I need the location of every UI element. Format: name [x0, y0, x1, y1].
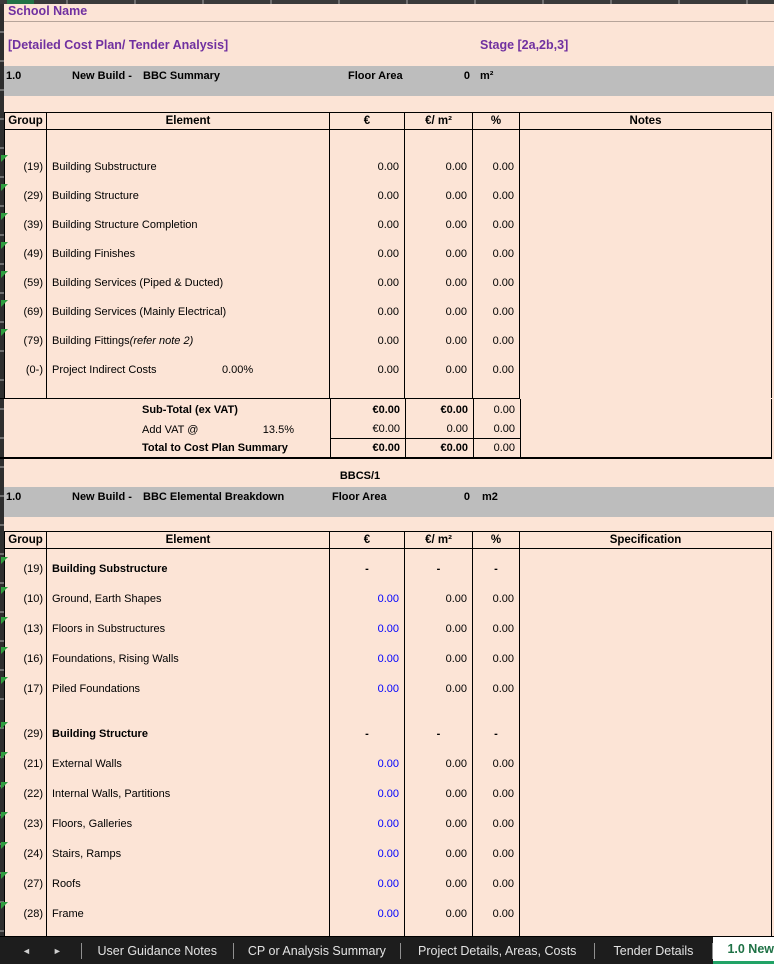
- column-header-cost-per-m2[interactable]: €/ m²: [405, 532, 473, 548]
- comment-marker-icon: [1, 271, 8, 278]
- group-cell[interactable]: (19): [4, 554, 47, 584]
- totals-row: [4, 420, 772, 439]
- empty-cell: [330, 130, 405, 152]
- value-cell-v3[interactable]: 0.00: [473, 809, 520, 839]
- sheet-tab-active[interactable]: 1.0 New: [713, 937, 774, 964]
- column-header-percent[interactable]: %: [473, 113, 520, 129]
- summary-table-header: [4, 112, 772, 130]
- value-cell-v2[interactable]: -: [405, 554, 473, 584]
- value-cell-v2[interactable]: 0.00: [405, 779, 473, 809]
- element-cell[interactable]: [47, 719, 330, 749]
- value-cell-v1[interactable]: 0.00: [330, 644, 405, 674]
- value-cell-v3[interactable]: 0.00: [473, 869, 520, 899]
- element-label: Roofs: [52, 878, 81, 890]
- empty-cell: [330, 929, 405, 936]
- column-header-cost-per-m2[interactable]: €/ m²: [405, 113, 473, 129]
- element-label: Building Services (Piped & Ducted): [52, 276, 224, 289]
- element-label: Building Structure Completion: [52, 218, 198, 231]
- group-cell[interactable]: (10): [4, 584, 47, 614]
- section-number: 1.0: [6, 70, 22, 82]
- element-cell[interactable]: [47, 869, 330, 899]
- value-cell-v3[interactable]: 0.00: [473, 297, 520, 326]
- totals-label: Sub-Total (ex VAT): [142, 403, 238, 416]
- notes-cell[interactable]: [520, 674, 772, 704]
- comment-marker-icon: [1, 842, 8, 849]
- empty-cell: [4, 929, 47, 936]
- group-cell[interactable]: (59): [4, 268, 47, 297]
- comment-marker-icon: [1, 782, 8, 789]
- floor-area-unit: m²: [480, 70, 494, 82]
- spacer-row: [4, 384, 772, 398]
- empty-cell: [520, 384, 772, 398]
- notes-cell[interactable]: [520, 869, 772, 899]
- notes-cell[interactable]: [520, 809, 772, 839]
- breakdown-band[interactable]: [4, 487, 774, 517]
- notes-cell[interactable]: [520, 719, 772, 749]
- value-cell-v2[interactable]: 0.00: [405, 749, 473, 779]
- element-cell[interactable]: [47, 181, 330, 210]
- value-cell-v3[interactable]: 0.00: [473, 674, 520, 704]
- value-cell-v1[interactable]: 0.00: [330, 674, 405, 704]
- value-cell-v2[interactable]: 0.00: [405, 584, 473, 614]
- comment-marker-icon: [1, 617, 8, 624]
- column-header-element[interactable]: Element: [47, 532, 330, 548]
- comment-marker-icon: [1, 722, 8, 729]
- table-row: [4, 181, 772, 210]
- group-cell[interactable]: (49): [4, 239, 47, 268]
- totals-label-cell[interactable]: [4, 439, 330, 457]
- empty-cell: [520, 704, 772, 719]
- value-cell-v2[interactable]: 0.00: [405, 839, 473, 869]
- table-row: [4, 584, 772, 614]
- notes-cell[interactable]: [520, 554, 772, 584]
- notes-cell[interactable]: [520, 439, 772, 457]
- empty-cell: [4, 130, 47, 152]
- comment-marker-icon: [1, 300, 8, 307]
- floor-area-value: 0: [463, 491, 470, 503]
- table-row: [4, 644, 772, 674]
- element-label: Building Structure: [52, 189, 139, 202]
- value-cell-v3[interactable]: 0.00: [473, 181, 520, 210]
- element-label: Building Substructure: [52, 563, 168, 575]
- column-header-group[interactable]: Group: [4, 532, 47, 548]
- comment-marker-icon: [1, 902, 8, 909]
- value-cell-v2[interactable]: 0.00: [405, 239, 473, 268]
- vat-rate-value[interactable]: 13.5%: [262, 423, 294, 436]
- element-cell[interactable]: [47, 239, 330, 268]
- value-cell-v1[interactable]: -: [330, 554, 405, 584]
- comment-marker-icon: [1, 812, 8, 819]
- header-row: [4, 531, 772, 549]
- group-cell[interactable]: (17): [4, 674, 47, 704]
- column-header-cost[interactable]: €: [330, 532, 405, 548]
- value-cell-v1[interactable]: 0.00: [330, 181, 405, 210]
- group-cell[interactable]: (29): [4, 719, 47, 749]
- value-cell-v2[interactable]: 0.00: [405, 152, 473, 181]
- value-cell-v1[interactable]: 0.00: [330, 239, 405, 268]
- comment-marker-icon: [1, 184, 8, 191]
- value-cell-v3[interactable]: -: [473, 719, 520, 749]
- value-cell-v2[interactable]: 0.00: [405, 869, 473, 899]
- value-cell-v3[interactable]: 0.00: [473, 584, 520, 614]
- column-header-percent[interactable]: %: [473, 532, 520, 548]
- totals-value-v3[interactable]: 0.00: [473, 399, 520, 420]
- totals-value-v2[interactable]: €0.00: [405, 399, 473, 420]
- element-label: Floors in Substructures: [52, 623, 166, 635]
- empty-cell: [405, 384, 473, 398]
- totals-row: [4, 399, 772, 420]
- table-row: [4, 809, 772, 839]
- summary-band[interactable]: [4, 66, 774, 96]
- notes-cell[interactable]: [520, 355, 772, 384]
- breakdown-table-header: [4, 531, 772, 549]
- totals-value-v1[interactable]: €0.00: [330, 420, 405, 439]
- group-cell[interactable]: (79): [4, 326, 47, 355]
- element-cell[interactable]: [47, 584, 330, 614]
- comment-marker-icon: [1, 329, 8, 336]
- table-row: [4, 210, 772, 239]
- empty-cell: [473, 929, 520, 936]
- floor-area-value: 0: [463, 70, 470, 82]
- notes-cell[interactable]: [520, 899, 772, 929]
- notes-cell[interactable]: [520, 181, 772, 210]
- element-label: Stairs, Ramps: [52, 848, 122, 860]
- column-header-element[interactable]: Element: [47, 113, 330, 129]
- comment-marker-icon: [1, 752, 8, 759]
- notes-cell[interactable]: [520, 399, 772, 420]
- value-cell-v3[interactable]: 0.00: [473, 326, 520, 355]
- value-cell-v2[interactable]: -: [405, 719, 473, 749]
- comment-marker-icon: [1, 677, 8, 684]
- group-cell[interactable]: (39): [4, 210, 47, 239]
- element-label: External Walls: [52, 758, 122, 770]
- section-title: BBC Summary: [143, 70, 221, 82]
- summary-table-body: [4, 130, 772, 398]
- element-label: Foundations, Rising Walls: [52, 653, 179, 665]
- spacer-row: [4, 704, 772, 719]
- comment-marker-icon: [1, 587, 8, 594]
- notes-cell[interactable]: [520, 420, 772, 439]
- group-cell[interactable]: (29): [4, 181, 47, 210]
- element-label: Building Services (Mainly Electrical): [52, 305, 227, 318]
- element-label: Building Substructure: [52, 160, 157, 173]
- value-cell-v1[interactable]: 0.00: [330, 809, 405, 839]
- empty-cell: [47, 704, 330, 719]
- value-cell-v3[interactable]: 0.00: [473, 749, 520, 779]
- header-row: [4, 112, 772, 130]
- section-number: 1.0: [6, 491, 22, 503]
- table-row: [4, 869, 772, 899]
- value-cell-v2[interactable]: 0.00: [405, 181, 473, 210]
- value-cell-v1[interactable]: 0.00: [330, 268, 405, 297]
- empty-cell: [4, 384, 47, 398]
- totals-label-cell[interactable]: [4, 399, 330, 420]
- element-label: Building Finishes: [52, 247, 136, 260]
- empty-cell: [330, 704, 405, 719]
- notes-cell[interactable]: [520, 749, 772, 779]
- value-cell-v1[interactable]: 0.00: [330, 869, 405, 899]
- comment-marker-icon: [1, 557, 8, 564]
- notes-cell[interactable]: [520, 152, 772, 181]
- totals-value-v2[interactable]: €0.00: [405, 439, 473, 457]
- table-row: [4, 614, 772, 644]
- value-cell-v2[interactable]: 0.00: [405, 674, 473, 704]
- value-cell-v3[interactable]: 0.00: [473, 210, 520, 239]
- value-cell-v1[interactable]: 0.00: [330, 584, 405, 614]
- value-cell-v1[interactable]: 0.00: [330, 326, 405, 355]
- element-cell[interactable]: [47, 899, 330, 929]
- sheet-tab-cp-or-analysis-summary[interactable]: CP or Analysis Summary: [247, 943, 386, 958]
- element-cell[interactable]: [47, 210, 330, 239]
- column-header-notes[interactable]: Specification: [520, 532, 772, 548]
- value-cell-v2[interactable]: 0.00: [405, 355, 473, 384]
- comment-marker-icon: [1, 155, 8, 162]
- table-row: [4, 719, 772, 749]
- value-cell-v1[interactable]: 0.00: [330, 779, 405, 809]
- empty-cell: [473, 130, 520, 152]
- section-title: BBC Elemental Breakdown: [143, 491, 285, 503]
- table-row: [4, 899, 772, 929]
- value-cell-v2[interactable]: 0.00: [405, 210, 473, 239]
- spacer-row: [4, 929, 772, 936]
- value-cell-v1[interactable]: -: [330, 719, 405, 749]
- value-cell-v3[interactable]: 0.00: [473, 614, 520, 644]
- element-cell[interactable]: [47, 268, 330, 297]
- notes-cell[interactable]: [520, 239, 772, 268]
- element-cell[interactable]: [47, 152, 330, 181]
- spacer-row: [4, 130, 772, 152]
- element-label: Ground, Earth Shapes: [52, 593, 162, 605]
- empty-cell: [520, 130, 772, 152]
- tab-navigation: [0, 937, 81, 964]
- totals-label: Total to Cost Plan Summary: [142, 442, 288, 454]
- value-cell-v2[interactable]: 0.00: [405, 644, 473, 674]
- value-cell-v2[interactable]: 0.00: [405, 297, 473, 326]
- floor-area-unit: m2: [482, 491, 498, 503]
- notes-cell[interactable]: [520, 297, 772, 326]
- element-label: Floors, Galleries: [52, 818, 133, 830]
- element-label: Piled Foundations: [52, 683, 141, 695]
- value-cell-v3[interactable]: 0.00: [473, 779, 520, 809]
- element-cell[interactable]: [47, 779, 330, 809]
- group-cell[interactable]: (0-): [4, 355, 47, 384]
- table-row: [4, 749, 772, 779]
- group-cell[interactable]: (27): [4, 869, 47, 899]
- next-sheet-icon[interactable]: ►: [52, 945, 62, 956]
- totals-row: [4, 439, 772, 457]
- reference-code-cell[interactable]: BBCS/1: [339, 470, 381, 482]
- table-row: [4, 554, 772, 584]
- element-cell[interactable]: [47, 644, 330, 674]
- empty-cell: [520, 929, 772, 936]
- group-cell[interactable]: (19): [4, 152, 47, 181]
- totals-value-v1[interactable]: €0.00: [330, 439, 405, 457]
- notes-cell[interactable]: [520, 268, 772, 297]
- column-header-group[interactable]: Group: [4, 113, 47, 129]
- totals-value-v1[interactable]: €0.00: [330, 399, 405, 420]
- empty-cell: [47, 384, 330, 398]
- document-title-cell[interactable]: [Detailed Cost Plan/ Tender Analysis]: [8, 38, 229, 52]
- value-cell-v3[interactable]: 0.00: [473, 355, 520, 384]
- notes-cell[interactable]: [520, 644, 772, 674]
- totals-value-v3[interactable]: 0.00: [473, 420, 520, 439]
- value-cell-v2[interactable]: 0.00: [405, 809, 473, 839]
- floor-area-label: Floor Area: [348, 70, 403, 82]
- value-cell-v3[interactable]: 0.00: [473, 839, 520, 869]
- value-cell-v2[interactable]: 0.00: [405, 899, 473, 929]
- table-row: [4, 239, 772, 268]
- value-cell-v3[interactable]: 0.00: [473, 239, 520, 268]
- prev-sheet-icon[interactable]: ◄: [22, 945, 31, 956]
- table-row: [4, 152, 772, 181]
- value-cell-v1[interactable]: 0.00: [330, 839, 405, 869]
- value-cell-v1[interactable]: 0.00: [330, 152, 405, 181]
- build-type-label: New Build -: [72, 491, 132, 503]
- totals-value-v2[interactable]: 0.00: [405, 420, 473, 439]
- value-cell-v3[interactable]: 0.00: [473, 899, 520, 929]
- value-cell-v1[interactable]: 0.00: [330, 749, 405, 779]
- notes-cell[interactable]: [520, 839, 772, 869]
- sheet-tab-bar: [0, 936, 774, 964]
- row-divider: [4, 21, 774, 22]
- floor-area-label: Floor Area: [332, 491, 387, 503]
- sheet-tab-project-details-areas-costs[interactable]: Project Details, Areas, Costs: [418, 943, 577, 958]
- element-cell[interactable]: [47, 839, 330, 869]
- empty-cell: [4, 704, 47, 719]
- column-header-strip: [0, 0, 774, 4]
- element-label: Internal Walls, Partitions: [52, 788, 171, 800]
- table-row: [4, 268, 772, 297]
- summary-table-bottom-border: [0, 457, 772, 459]
- indirect-cost-percent[interactable]: 0.00%: [222, 363, 254, 376]
- empty-cell: [47, 130, 330, 152]
- empty-cell: [47, 929, 330, 936]
- comment-marker-icon: [1, 242, 8, 249]
- table-row: [4, 297, 772, 326]
- element-cell[interactable]: [47, 355, 330, 384]
- column-header-notes[interactable]: Notes: [520, 113, 772, 129]
- group-cell[interactable]: (16): [4, 644, 47, 674]
- school-name-cell[interactable]: School Name: [8, 4, 88, 18]
- notes-cell[interactable]: [520, 210, 772, 239]
- value-cell-v2[interactable]: 0.00: [405, 268, 473, 297]
- stage-cell[interactable]: Stage [2a,2b,3]: [480, 38, 569, 52]
- table-row: [4, 326, 772, 355]
- notes-cell[interactable]: [520, 614, 772, 644]
- empty-cell: [330, 384, 405, 398]
- sheet-tab-user-guidance-notes[interactable]: User Guidance Notes: [97, 943, 217, 958]
- totals-label-cell[interactable]: [4, 420, 330, 439]
- empty-cell: [405, 704, 473, 719]
- table-row: [4, 779, 772, 809]
- value-cell-v1[interactable]: 0.00: [330, 899, 405, 929]
- comment-marker-icon: [1, 647, 8, 654]
- element-cell[interactable]: [47, 749, 330, 779]
- totals-label: Add VAT @: [142, 423, 199, 436]
- element-cell[interactable]: [47, 297, 330, 326]
- table-row: [4, 355, 772, 384]
- value-cell-v1[interactable]: 0.00: [330, 355, 405, 384]
- group-cell[interactable]: (13): [4, 614, 47, 644]
- group-cell[interactable]: (21): [4, 749, 47, 779]
- value-cell-v3[interactable]: -: [473, 554, 520, 584]
- value-cell-v1[interactable]: 0.00: [330, 614, 405, 644]
- value-cell-v3[interactable]: 0.00: [473, 644, 520, 674]
- group-cell[interactable]: (69): [4, 297, 47, 326]
- summary-table-totals: [4, 399, 772, 457]
- value-cell-v3[interactable]: 0.00: [473, 152, 520, 181]
- element-cell[interactable]: [47, 809, 330, 839]
- breakdown-table-body: [4, 549, 772, 936]
- element-cell[interactable]: [47, 326, 330, 355]
- group-cell[interactable]: (22): [4, 779, 47, 809]
- value-cell-v1[interactable]: 0.00: [330, 210, 405, 239]
- element-label: Building Structure: [52, 728, 148, 740]
- element-label: Project Indirect Costs: [52, 363, 157, 376]
- element-cell[interactable]: [47, 614, 330, 644]
- notes-cell[interactable]: [520, 584, 772, 614]
- sheet-tab-tender-details[interactable]: Tender Details: [613, 943, 694, 958]
- element-cell[interactable]: [47, 554, 330, 584]
- empty-cell: [473, 384, 520, 398]
- notes-cell[interactable]: [520, 326, 772, 355]
- empty-cell: [405, 130, 473, 152]
- element-label: Frame: [52, 908, 84, 920]
- value-cell-v1[interactable]: 0.00: [330, 297, 405, 326]
- build-type-label: New Build -: [72, 70, 132, 82]
- value-cell-v2[interactable]: 0.00: [405, 326, 473, 355]
- comment-marker-icon: [1, 213, 8, 220]
- table-row: [4, 674, 772, 704]
- empty-cell: [405, 929, 473, 936]
- value-cell-v2[interactable]: 0.00: [405, 614, 473, 644]
- totals-value-v3[interactable]: 0.00: [473, 439, 520, 457]
- notes-cell[interactable]: [520, 779, 772, 809]
- group-cell[interactable]: (23): [4, 809, 47, 839]
- group-cell[interactable]: (24): [4, 839, 47, 869]
- element-label: Building Fittings: [52, 334, 130, 347]
- comment-marker-icon: [1, 872, 8, 879]
- column-header-cost[interactable]: €: [330, 113, 405, 129]
- empty-cell: [473, 704, 520, 719]
- element-note: (refer note 2): [129, 334, 194, 347]
- group-cell[interactable]: (28): [4, 899, 47, 929]
- element-cell[interactable]: [47, 674, 330, 704]
- value-cell-v3[interactable]: 0.00: [473, 268, 520, 297]
- table-row: [4, 839, 772, 869]
